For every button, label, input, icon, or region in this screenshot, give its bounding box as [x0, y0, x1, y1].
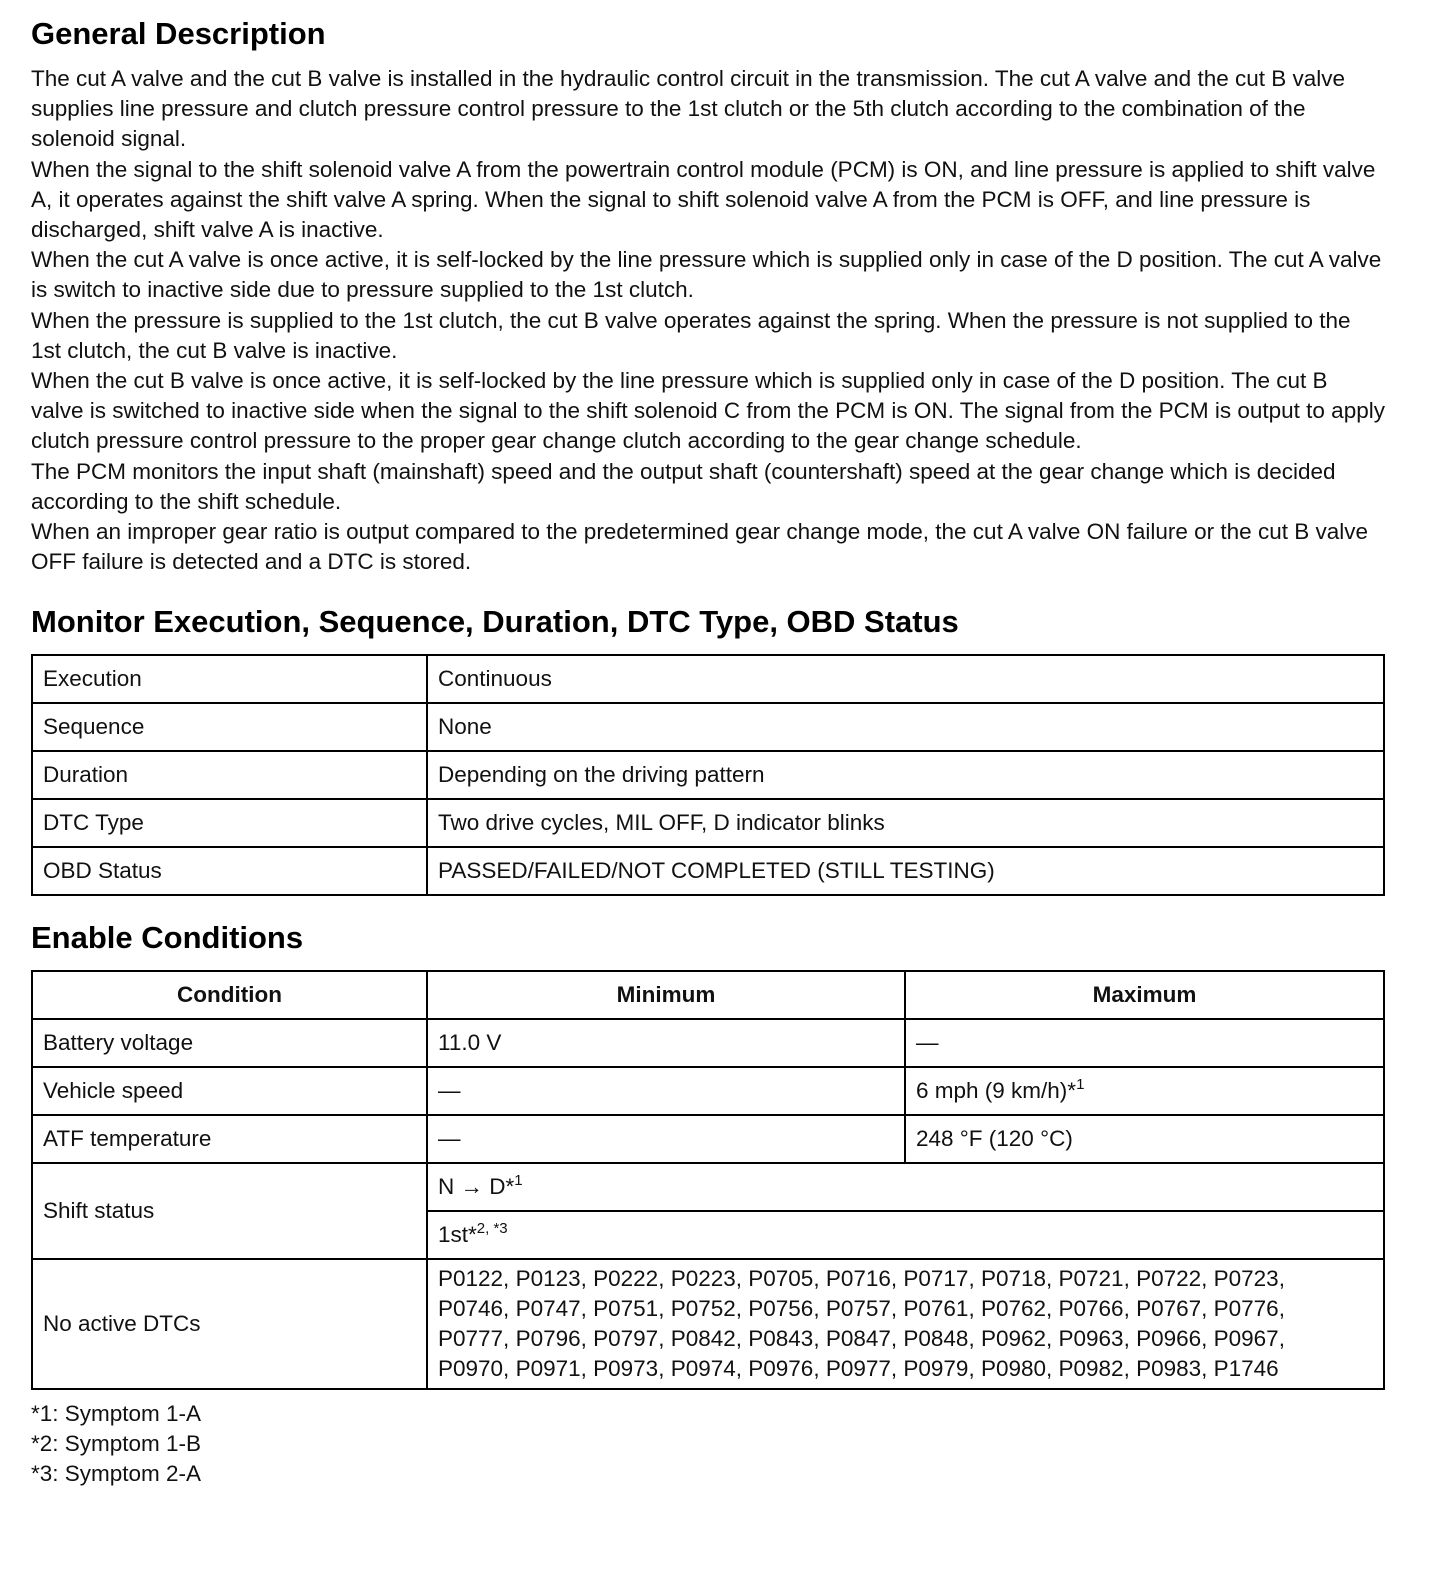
condition-label: ATF temperature — [32, 1115, 427, 1163]
condition-label: Shift status — [32, 1163, 427, 1259]
description-paragraph: When the pressure is supplied to the 1st clutch, the cut B valve operates against the spring. When the pressure is not supplied to the 1st clutch, the cut B valve is inactive. — [31, 307, 1351, 363]
table-header-row — [32, 971, 1384, 1019]
table-row — [32, 847, 1384, 895]
monitor-label: OBD Status — [32, 847, 427, 895]
condition-minimum: 11.0 V — [427, 1019, 905, 1067]
condition-label: Vehicle speed — [32, 1067, 427, 1115]
monitor-table — [31, 654, 1385, 896]
condition-maximum — [905, 1067, 1384, 1115]
footnotes — [31, 1399, 1385, 1489]
monitor-label: Duration — [32, 751, 427, 799]
enable-conditions-heading: Enable Conditions — [31, 920, 304, 956]
dtc-line: P0122, P0123, P0222, P0223, P0705, P0716, P0717, P0718, P0721, P0722, P0723, — [438, 1266, 1285, 1292]
monitor-value: None — [427, 703, 1384, 751]
document-page — [31, 14, 1385, 1489]
condition-maximum: 248 °F (120 °C) — [905, 1115, 1384, 1163]
general-description-body — [31, 64, 1385, 577]
monitor-value: Two drive cycles, MIL OFF, D indicator blinks — [427, 799, 1384, 847]
footnote-marker: 1 — [1076, 1076, 1085, 1094]
table-row — [32, 1067, 1384, 1115]
table-row — [32, 1019, 1384, 1067]
table-row — [32, 703, 1384, 751]
condition-minimum: — — [427, 1115, 905, 1163]
monitor-value: Depending on the driving pattern — [427, 751, 1384, 799]
table-row — [32, 751, 1384, 799]
shift-status-value — [427, 1163, 1384, 1211]
dtc-line: P0970, P0971, P0973, P0974, P0976, P0977, P0979, P0980, P0982, P0983, P1746 — [438, 1356, 1279, 1382]
table-row — [32, 799, 1384, 847]
dtc-line: P0777, P0796, P0797, P0842, P0843, P0847, P0848, P0962, P0963, P0966, P0967, — [438, 1326, 1285, 1352]
table-row — [32, 1163, 1384, 1211]
table-row — [32, 1115, 1384, 1163]
monitor-label: Sequence — [32, 703, 427, 751]
table-row — [32, 655, 1384, 703]
monitor-value: PASSED/FAILED/NOT COMPLETED (STILL TESTING) — [427, 847, 1384, 895]
monitor-value: Continuous — [427, 655, 1384, 703]
condition-label: Battery voltage — [32, 1019, 427, 1067]
footnote-marker: 1 — [514, 1172, 523, 1190]
footnote: *2: Symptom 1-B — [31, 1431, 202, 1457]
general-description-heading: General Description — [31, 16, 326, 51]
column-header-condition: Condition — [32, 971, 427, 1019]
monitor-label: Execution — [32, 655, 427, 703]
shift-status-value — [427, 1211, 1384, 1259]
monitor-heading: Monitor Execution, Sequence, Duration, DTC Type, OBD Status — [31, 604, 959, 640]
description-paragraph: The PCM monitors the input shaft (mainshaft) speed and the output shaft (countershaft) speed at the gear change which is decided according to the shift schedule. — [31, 458, 1336, 514]
condition-label: No active DTCs — [32, 1259, 427, 1389]
table-row — [32, 1259, 1384, 1389]
description-paragraph: When the cut B valve is once active, it is self-locked by the line pressure which is supplied only in case of the D position. The cut B valve is switched to inactive side when the signal to the shift solenoid C from the PCM is ON. The signal from the PCM is output to apply clutch pressure control pressure to the proper gear change clutch according to the gear change schedule. — [31, 368, 1385, 454]
footnote-marker: 2, *3 — [476, 1220, 508, 1238]
enable-conditions-table — [31, 970, 1385, 1390]
dtc-list — [427, 1259, 1384, 1389]
description-paragraph: When the signal to the shift solenoid valve A from the powertrain control module (PCM) is ON, and line pressure is applied to shift valve A, it operates against the shift valve A spring. When the signal to shift solenoid valve A from the PCM is OFF, and line pressure is discharged, shift valve A is inactive. — [31, 156, 1376, 243]
value-text: 6 mph (9 km/h)* — [916, 1078, 1077, 1104]
column-header-minimum: Minimum — [427, 971, 905, 1019]
condition-maximum: — — [905, 1019, 1384, 1067]
dtc-line: P0746, P0747, P0751, P0752, P0756, P0757, P0761, P0762, P0766, P0767, P0776, — [438, 1296, 1285, 1322]
footnote: *3: Symptom 2-A — [31, 1461, 202, 1487]
description-paragraph: When an improper gear ratio is output compared to the predetermined gear change mode, the cut A valve ON failure or the cut B valve OFF failure is detected and a DTC is stored. — [31, 519, 1368, 575]
value-text: N → D* — [438, 1174, 515, 1200]
column-header-maximum: Maximum — [905, 971, 1384, 1019]
value-text: 1st* — [438, 1222, 477, 1248]
description-paragraph: When the cut A valve is once active, it is self-locked by the line pressure which is supplied only in case of the D position. The cut A valve is switch to inactive side due to pressure supplied to the 1st clutch. — [31, 247, 1382, 303]
condition-minimum: — — [427, 1067, 905, 1115]
monitor-label: DTC Type — [32, 799, 427, 847]
footnote: *1: Symptom 1-A — [31, 1401, 202, 1427]
description-paragraph: The cut A valve and the cut B valve is installed in the hydraulic control circuit in the transmission. The cut A valve and the cut B valve supplies line pressure and clutch pressure control pressure to the 1st clutch or the 5th clutch according to the combination of the solenoid signal. — [31, 66, 1346, 152]
